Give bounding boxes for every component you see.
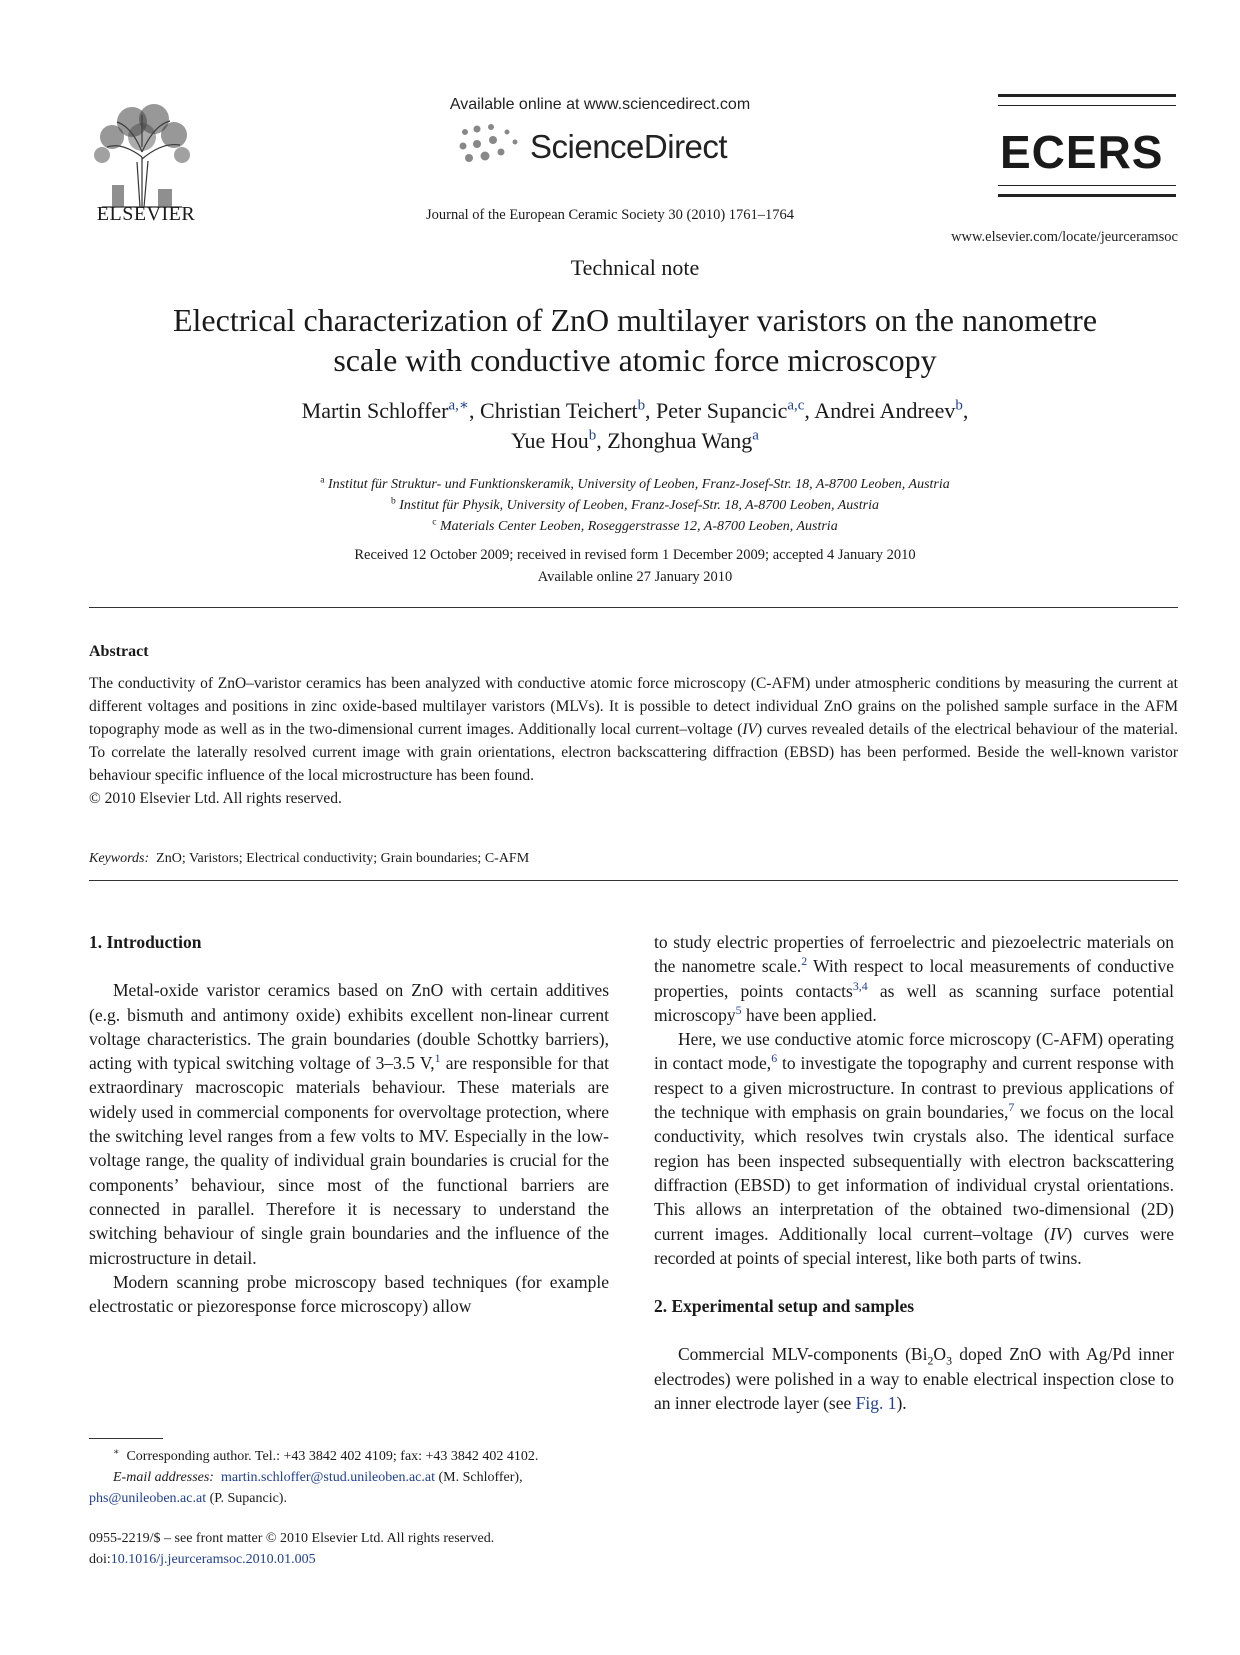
section-heading-experimental: 2. Experimental setup and samples [654, 1296, 915, 1317]
affiliation-item [150, 474, 1120, 495]
society-logo: ECERS [1000, 126, 1164, 178]
divider [89, 880, 1178, 881]
title-line-2: scale with conductive atomic force microscopy [333, 342, 937, 378]
author-name: Zhonghua Wang [607, 428, 753, 453]
society-logo-rule-bottom [998, 185, 1176, 197]
author-affiliation-mark[interactable]: b [588, 427, 597, 444]
issn-line: 0955-2219/$ – see front matter © 2010 Elsevier Ltd. All rights reserved. [89, 1531, 495, 1546]
society-logo-rule-top [998, 94, 1176, 106]
abstract-body [89, 672, 1178, 810]
body-column-left [89, 930, 609, 1318]
article-type: Technical note [570, 255, 700, 280]
publisher-name: ELSEVIER [96, 203, 196, 225]
footnote-divider [89, 1438, 163, 1439]
abstract-text-part: ) curves revealed details of the electrical behaviour of the material. To correlate the laterally resolved current image with grain orientations, electron backscattering diffraction (EBSD) has been performed. Beside the well-known varistor behaviour specific influence of the local microstructure has been found. [89, 721, 1178, 784]
author-line-1: Martin Schloffer$^{a,∗}$, Christian Teichert$^b$, Peter Supancic$^{a,c}$, Andrei Andreev$^b$, [301, 397, 969, 423]
doi-line [89, 1549, 611, 1570]
journal-citation: Journal of the European Ceramic Society 30 (2010) 1761–1764 [425, 207, 795, 223]
journal-url[interactable] [880, 229, 1178, 246]
paragraph-text: have been applied. [741, 1004, 877, 1025]
paragraph-text: Metal-oxide varistor ceramics based on ZnO with certain additives (e.g. bismuth and antimony oxide) exhibits excellent non-linear current voltage characteristics. The grain boundaries (double Schottky barriers), acting with typical switching voltage of 3–3.5 V, [89, 980, 609, 1074]
article-title [90, 300, 1180, 380]
abstract-text-part: The conductivity of ZnO–varistor ceramics has been analyzed with conductive atomic force microscopy (C-AFM) under atmospheric conditions by measuring the current at different voltages and positions in zinc oxide-based multilayer varistors (MLVs). It is possible to detect individual ZnO grains on the polished sample surface in the AFM topography mode as well as in the two-dimensional current images. Additionally local current–voltage ( [89, 675, 1178, 738]
author-line-2: Yue Hou$^b$, Zhonghua Wang$^a$ [511, 427, 759, 453]
paragraph [89, 978, 609, 1270]
author-name: Peter Supancic [656, 398, 788, 423]
reference-link[interactable]: 1 [434, 1051, 441, 1066]
paragraph-text: are responsible for that extraordinary macroscopic materials behaviour. These materials are widely used in commercial components for overvoltage protection, where the switching level ranges from a few volts to MV. Especially in the low-voltage range, the quality of individual grain boundaries is crucial for the components’ behaviour, since most of the functional barriers are connected in parallel. Therefore it is necessary to understand the switching behaviour of single grain boundaries and the influence of the microstructure in detail. [89, 1053, 609, 1268]
paragraph [654, 1342, 1174, 1415]
email-note [89, 1467, 611, 1488]
paragraph-text: ). [896, 1393, 907, 1414]
paragraph [654, 1027, 1174, 1270]
email-link[interactable]: martin.schloffer@stud.unileoben.ac.at [220, 1470, 435, 1485]
divider [89, 607, 1178, 608]
footnotes [89, 1446, 611, 1509]
email-owner: (M. Schloffer), [434, 1470, 523, 1485]
paragraph-text: to study electric properties of ferroelectric and piezoelectric materials on the nanometre scale. [654, 932, 1174, 977]
keywords-label: Keywords: [89, 851, 150, 866]
body-column-right [654, 930, 1174, 1415]
abstract-heading: Abstract [89, 643, 149, 660]
paragraph-text: to investigate the topography and current response with respect to a given microstructure. In contrast to previous applications of the technique with emphasis on grain boundaries, [654, 1053, 1174, 1123]
keywords [89, 851, 1178, 867]
author-name: Andrei Andreev [814, 398, 956, 423]
affiliation-text: Materials Center Leoben, Roseggerstrasse 12, A-8700 Leoben, Austria [440, 519, 838, 534]
available-online-text: Available online at www.sciencedirect.com [449, 96, 751, 113]
paragraph-text-iv: IV [1049, 1223, 1067, 1244]
affiliation-item [150, 516, 1120, 537]
author-affiliation-mark[interactable]: a [752, 427, 759, 444]
article-dates [150, 544, 1120, 588]
front-matter [89, 1528, 611, 1570]
paragraph-text: as well as scanning surface potential microscopy [654, 980, 1174, 1025]
author-name: Christian Teichert [480, 398, 638, 423]
available-online-date: Available online 27 January 2010 [537, 569, 733, 585]
author-list [90, 396, 1180, 456]
figure-link[interactable]: Fig. 1 [855, 1393, 897, 1414]
received-dates: Received 12 October 2009; received in revised form 1 December 2009; accepted 4 January 2010 [354, 547, 916, 563]
paragraph-text: With respect to local measurements of conductive properties, points contacts [654, 956, 1174, 1001]
email-owner: (P. Supancic). [206, 1491, 287, 1506]
title-line-1: Electrical characterization of ZnO multilayer varistors on the nanometre [172, 302, 1098, 338]
paragraph: Modern scanning probe microscopy based techniques (for example electrostatic or piezoresponse force microscopy) allow [89, 1271, 609, 1317]
corresponding-author-note [89, 1446, 611, 1467]
footnote-text: Corresponding author. Tel.: +43 3842 402 4109; fax: +43 3842 402 4102. [126, 1449, 539, 1464]
author-name: Yue Hou [511, 428, 589, 453]
affiliation-mark: a [320, 475, 325, 486]
paragraph-text: O [933, 1344, 947, 1365]
paragraph [654, 930, 1174, 1027]
reference-link[interactable]: 3,4 [852, 978, 868, 993]
reference-link[interactable]: 5 [735, 1003, 742, 1018]
reference-link[interactable]: 7 [1008, 1100, 1015, 1115]
affiliation-text: Institut für Physik, University of Leoben, Franz-Josef-Str. 18, A-8700 Leoben, Austria [399, 498, 879, 513]
affiliation-item [150, 495, 1120, 516]
author-affiliation-mark[interactable]: b [637, 397, 646, 414]
footnote-mark: ∗ [113, 1447, 120, 1458]
author-affiliation-mark[interactable]: a,c [787, 397, 805, 414]
keywords-list: ZnO; Varistors; Electrical conductivity; Grain boundaries; C-AFM [156, 851, 530, 866]
affiliation-list [150, 474, 1120, 537]
paragraph-text: we focus on the local conductivity, which resolves twin crystals also. The identical surface region has been inspected subsequentially with electron backscattering diffraction (EBSD) to get information of individual crystal orientations. This allows an interpretation of the obtained two-dimensional (2D) current images. Additionally local current–voltage ( [654, 1102, 1175, 1244]
email-label: E-mail addresses: [113, 1470, 214, 1485]
paragraph-text: ) curves were recorded at points of special interest, like both parts of twins. [654, 1223, 1174, 1268]
email-link[interactable]: phs@unileoben.ac.at [89, 1491, 207, 1506]
sciencedirect-wordmark: ScienceDirect [530, 128, 728, 165]
author-affiliation-mark[interactable]: b [955, 397, 963, 414]
abstract-text-iv: IV [742, 721, 757, 738]
paragraph-text: Commercial MLV-components (Bi [678, 1344, 928, 1365]
affiliation-text: Institut für Struktur- und Funktionskeramik, University of Leoben, Franz-Josef-Str. 18, A-8700 Leoben, Austria [327, 477, 950, 492]
doi-label: doi: [89, 1552, 111, 1567]
affiliation-mark: b [391, 496, 396, 507]
reference-link[interactable]: 2 [801, 954, 808, 969]
abstract-copyright: © 2010 Elsevier Ltd. All rights reserved. [89, 790, 342, 807]
author-affiliation-mark[interactable]: a,∗ [448, 397, 470, 414]
reference-link[interactable]: 6 [771, 1051, 778, 1066]
journal-url-link[interactable]: www.elsevier.com/locate/jeurceramsoc [951, 229, 1178, 245]
email-note-continued [89, 1488, 611, 1509]
doi-link[interactable]: 10.1016/j.jeurceramsoc.2010.01.005 [110, 1552, 316, 1567]
paragraph-text: Here, we use conductive atomic force microscopy (C-AFM) operating in contact mode, [654, 1029, 1174, 1074]
affiliation-mark: c [432, 517, 437, 528]
author-name: Martin Schloffer [301, 398, 449, 423]
subscript: 2 [927, 1353, 934, 1368]
paragraph-text: doped ZnO with Ag/Pd inner electrodes) were polished in a way to enable electrical inspection close to an inner electrode layer (see [654, 1344, 1175, 1414]
subscript: 3 [946, 1353, 953, 1368]
section-heading-introduction: 1. Introduction [89, 932, 202, 952]
